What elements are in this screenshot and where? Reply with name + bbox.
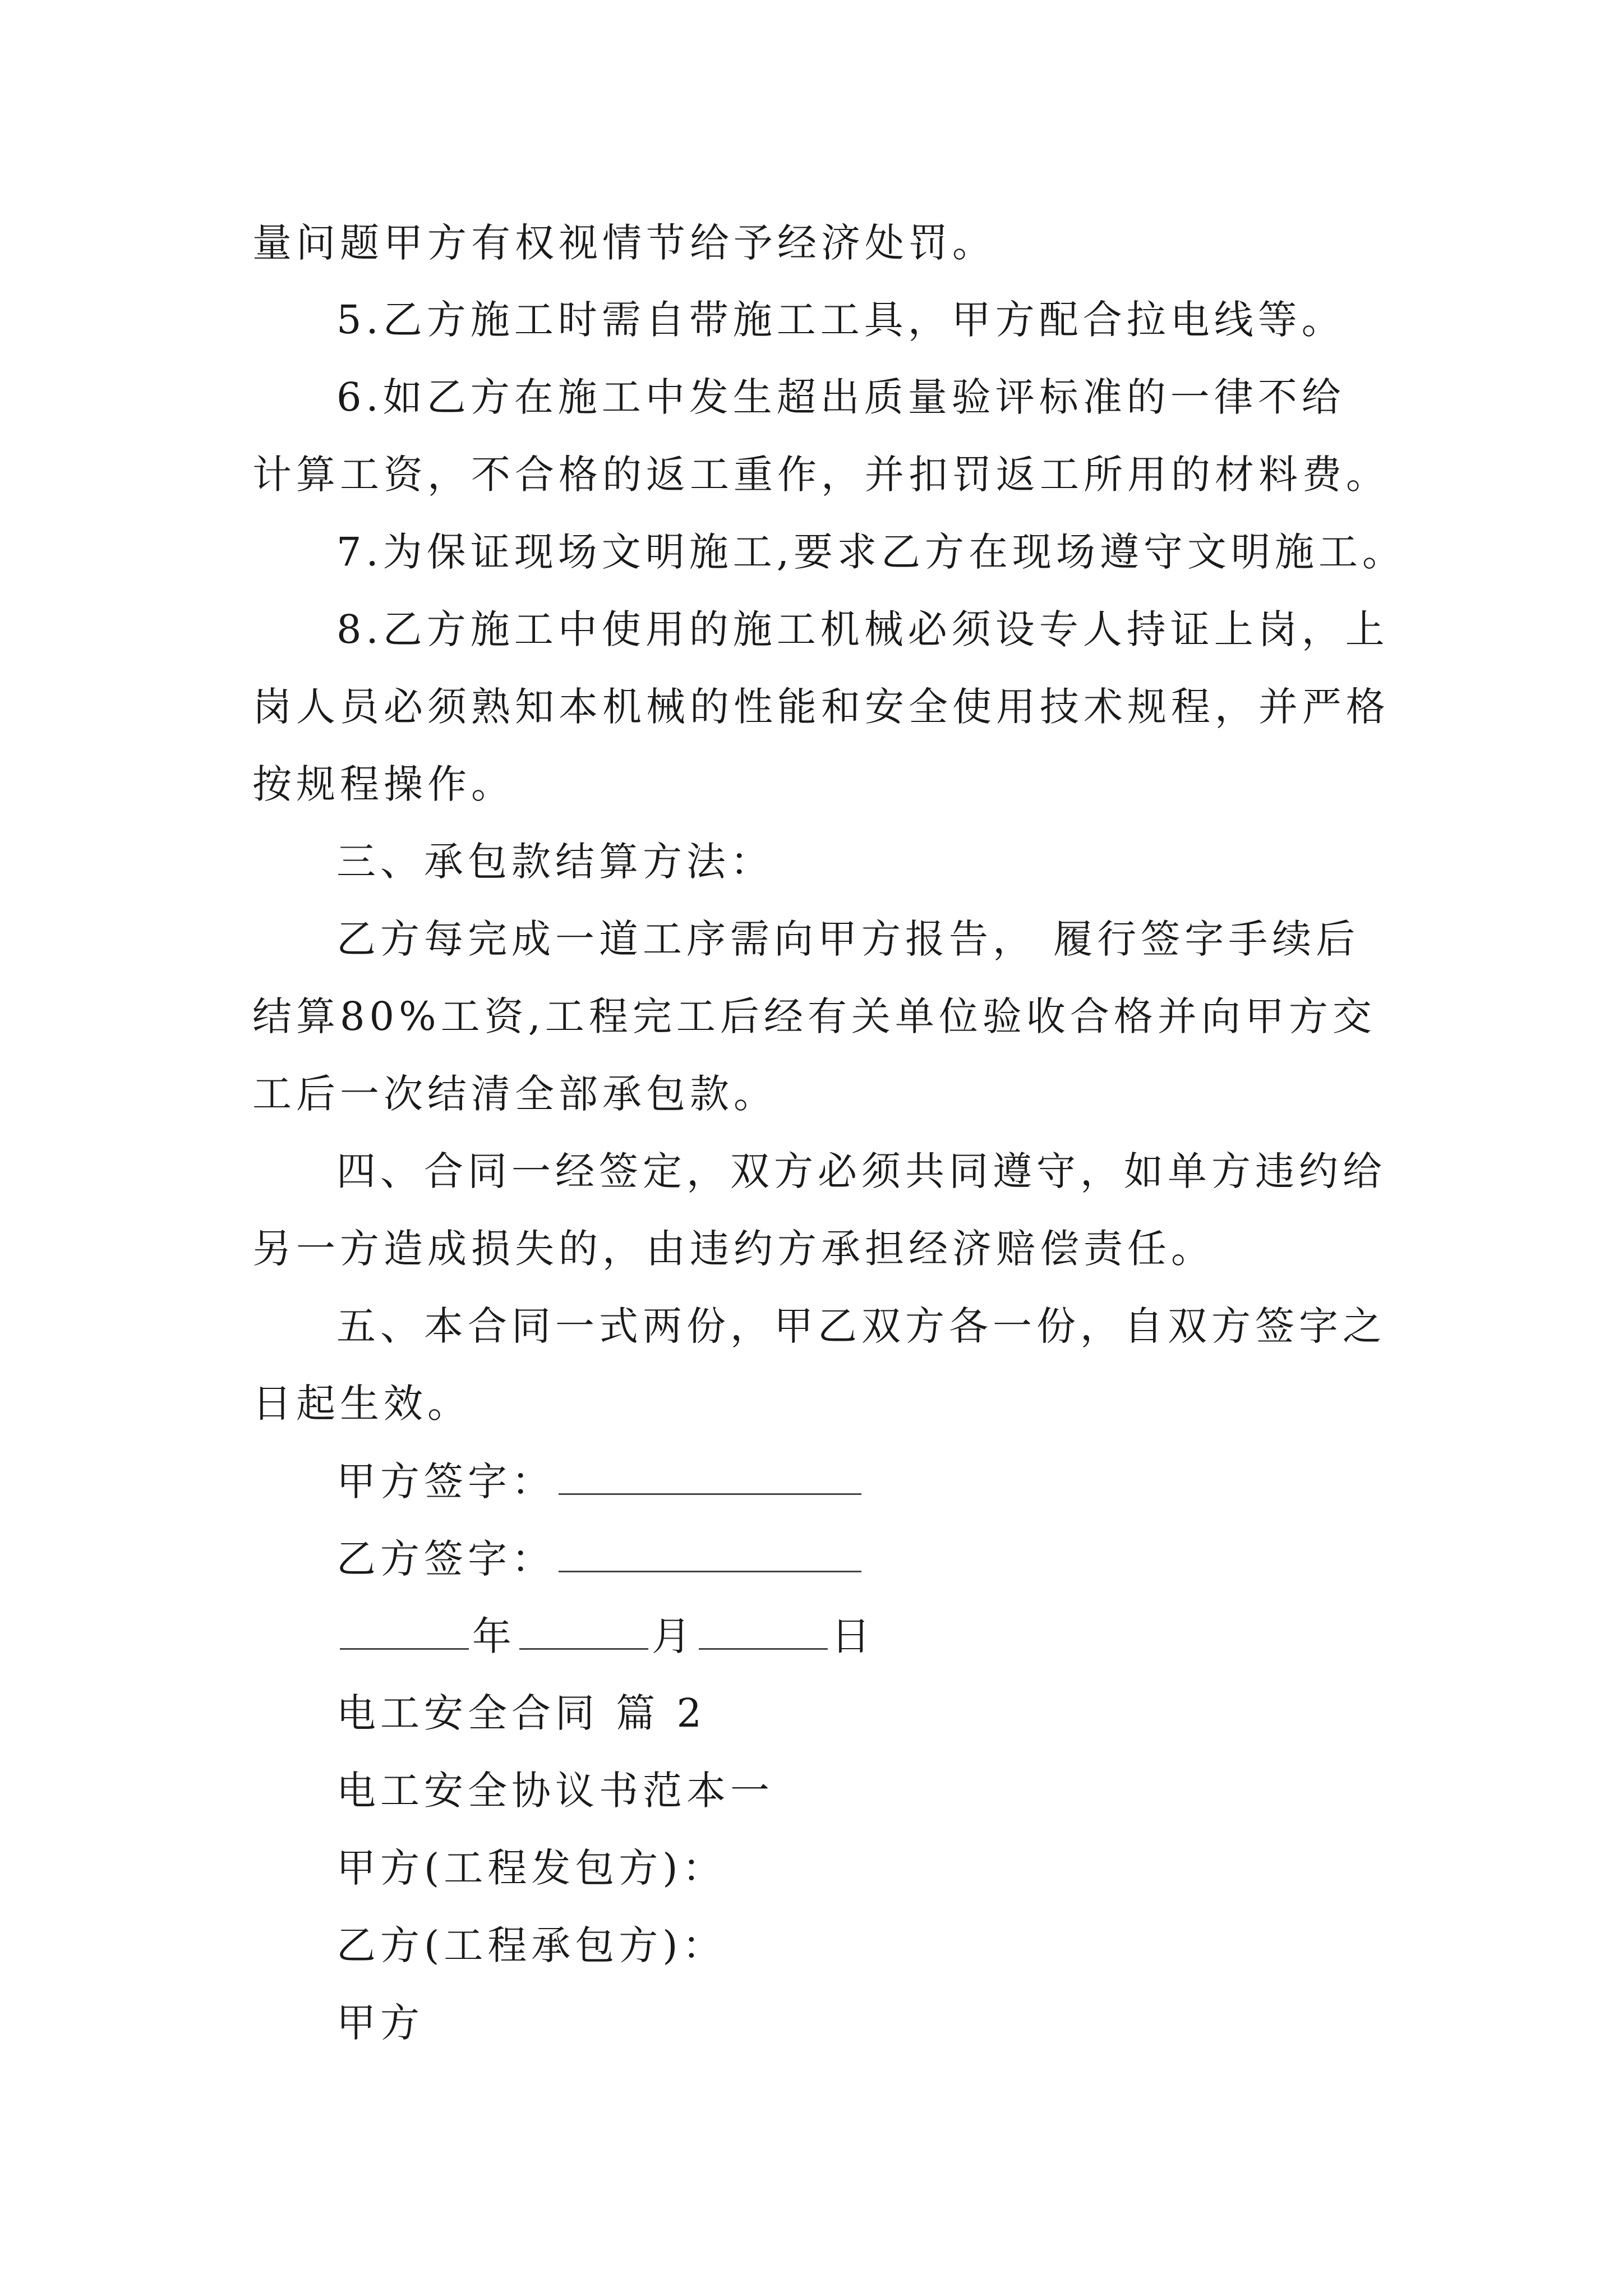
clause-7: 7.为保证现场文明施工,要求乙方在现场遵守文明施工。	[336, 529, 1407, 575]
signature-a-line	[336, 1454, 865, 1508]
section-heading: 三、承包款结算方法：	[336, 839, 774, 885]
signature-b-line	[336, 1531, 865, 1586]
paragraph-line: 计算工资，不合格的返工重作，并扣罚返工所用的材料费。	[252, 452, 1390, 498]
month-blank	[519, 1609, 648, 1650]
month-label: 月	[652, 1613, 695, 1659]
signature-a-blank	[559, 1454, 861, 1495]
signature-b-blank	[559, 1531, 861, 1572]
paragraph-line: 日起生效。	[252, 1381, 471, 1427]
clause-8: 8.乙方施工中使用的施工机械必须设专人持证上岗，上	[336, 606, 1389, 652]
paragraph-line: 乙方每完成一道工序需向甲方报告， 履行签字手续后	[336, 916, 1360, 962]
clause-5: 5.乙方施工时需自带施工工具，甲方配合拉电线等。	[336, 297, 1345, 343]
paragraph-line: 量问题甲方有权视情节给予经济处罚。	[252, 220, 996, 266]
paragraph-line: 工后一次结清全部承包款。	[252, 1071, 777, 1117]
subtitle: 电工安全协议书范本一	[336, 1768, 774, 1814]
date-line	[336, 1609, 875, 1663]
party-a: 甲方(工程发包方)：	[336, 1845, 726, 1891]
paragraph-line: 按规程操作。	[252, 761, 515, 807]
day-blank	[699, 1609, 828, 1650]
day-label: 日	[831, 1613, 875, 1659]
section-heading: 四、合同一经签定，双方必须共同遵守，如单方违约给	[336, 1148, 1386, 1194]
paragraph-line: 结算80%工资,工程完工后经有关单位验收合格并向甲方交	[252, 993, 1376, 1039]
clause-6: 6.如乙方在施工中发生超出质量验评标准的一律不给	[336, 374, 1345, 420]
year-label: 年	[472, 1613, 516, 1659]
section-title: 电工安全合同 篇 2	[336, 1690, 707, 1736]
year-blank	[340, 1609, 469, 1650]
signature-b-label: 乙方签字：	[336, 1536, 555, 1582]
section-heading: 五、本合同一式两份，甲乙双方各一份，自双方签字之	[336, 1303, 1386, 1349]
trailing-text: 甲方	[336, 2000, 424, 2046]
signature-a-label: 甲方签字：	[336, 1458, 555, 1504]
paragraph-line: 另一方造成损失的，由违约方承担经济赔偿责任。	[252, 1226, 1215, 1272]
party-b: 乙方(工程承包方)：	[336, 1922, 726, 1968]
paragraph-line: 岗人员必须熟知本机械的性能和安全使用技术规程，并严格	[252, 684, 1390, 730]
